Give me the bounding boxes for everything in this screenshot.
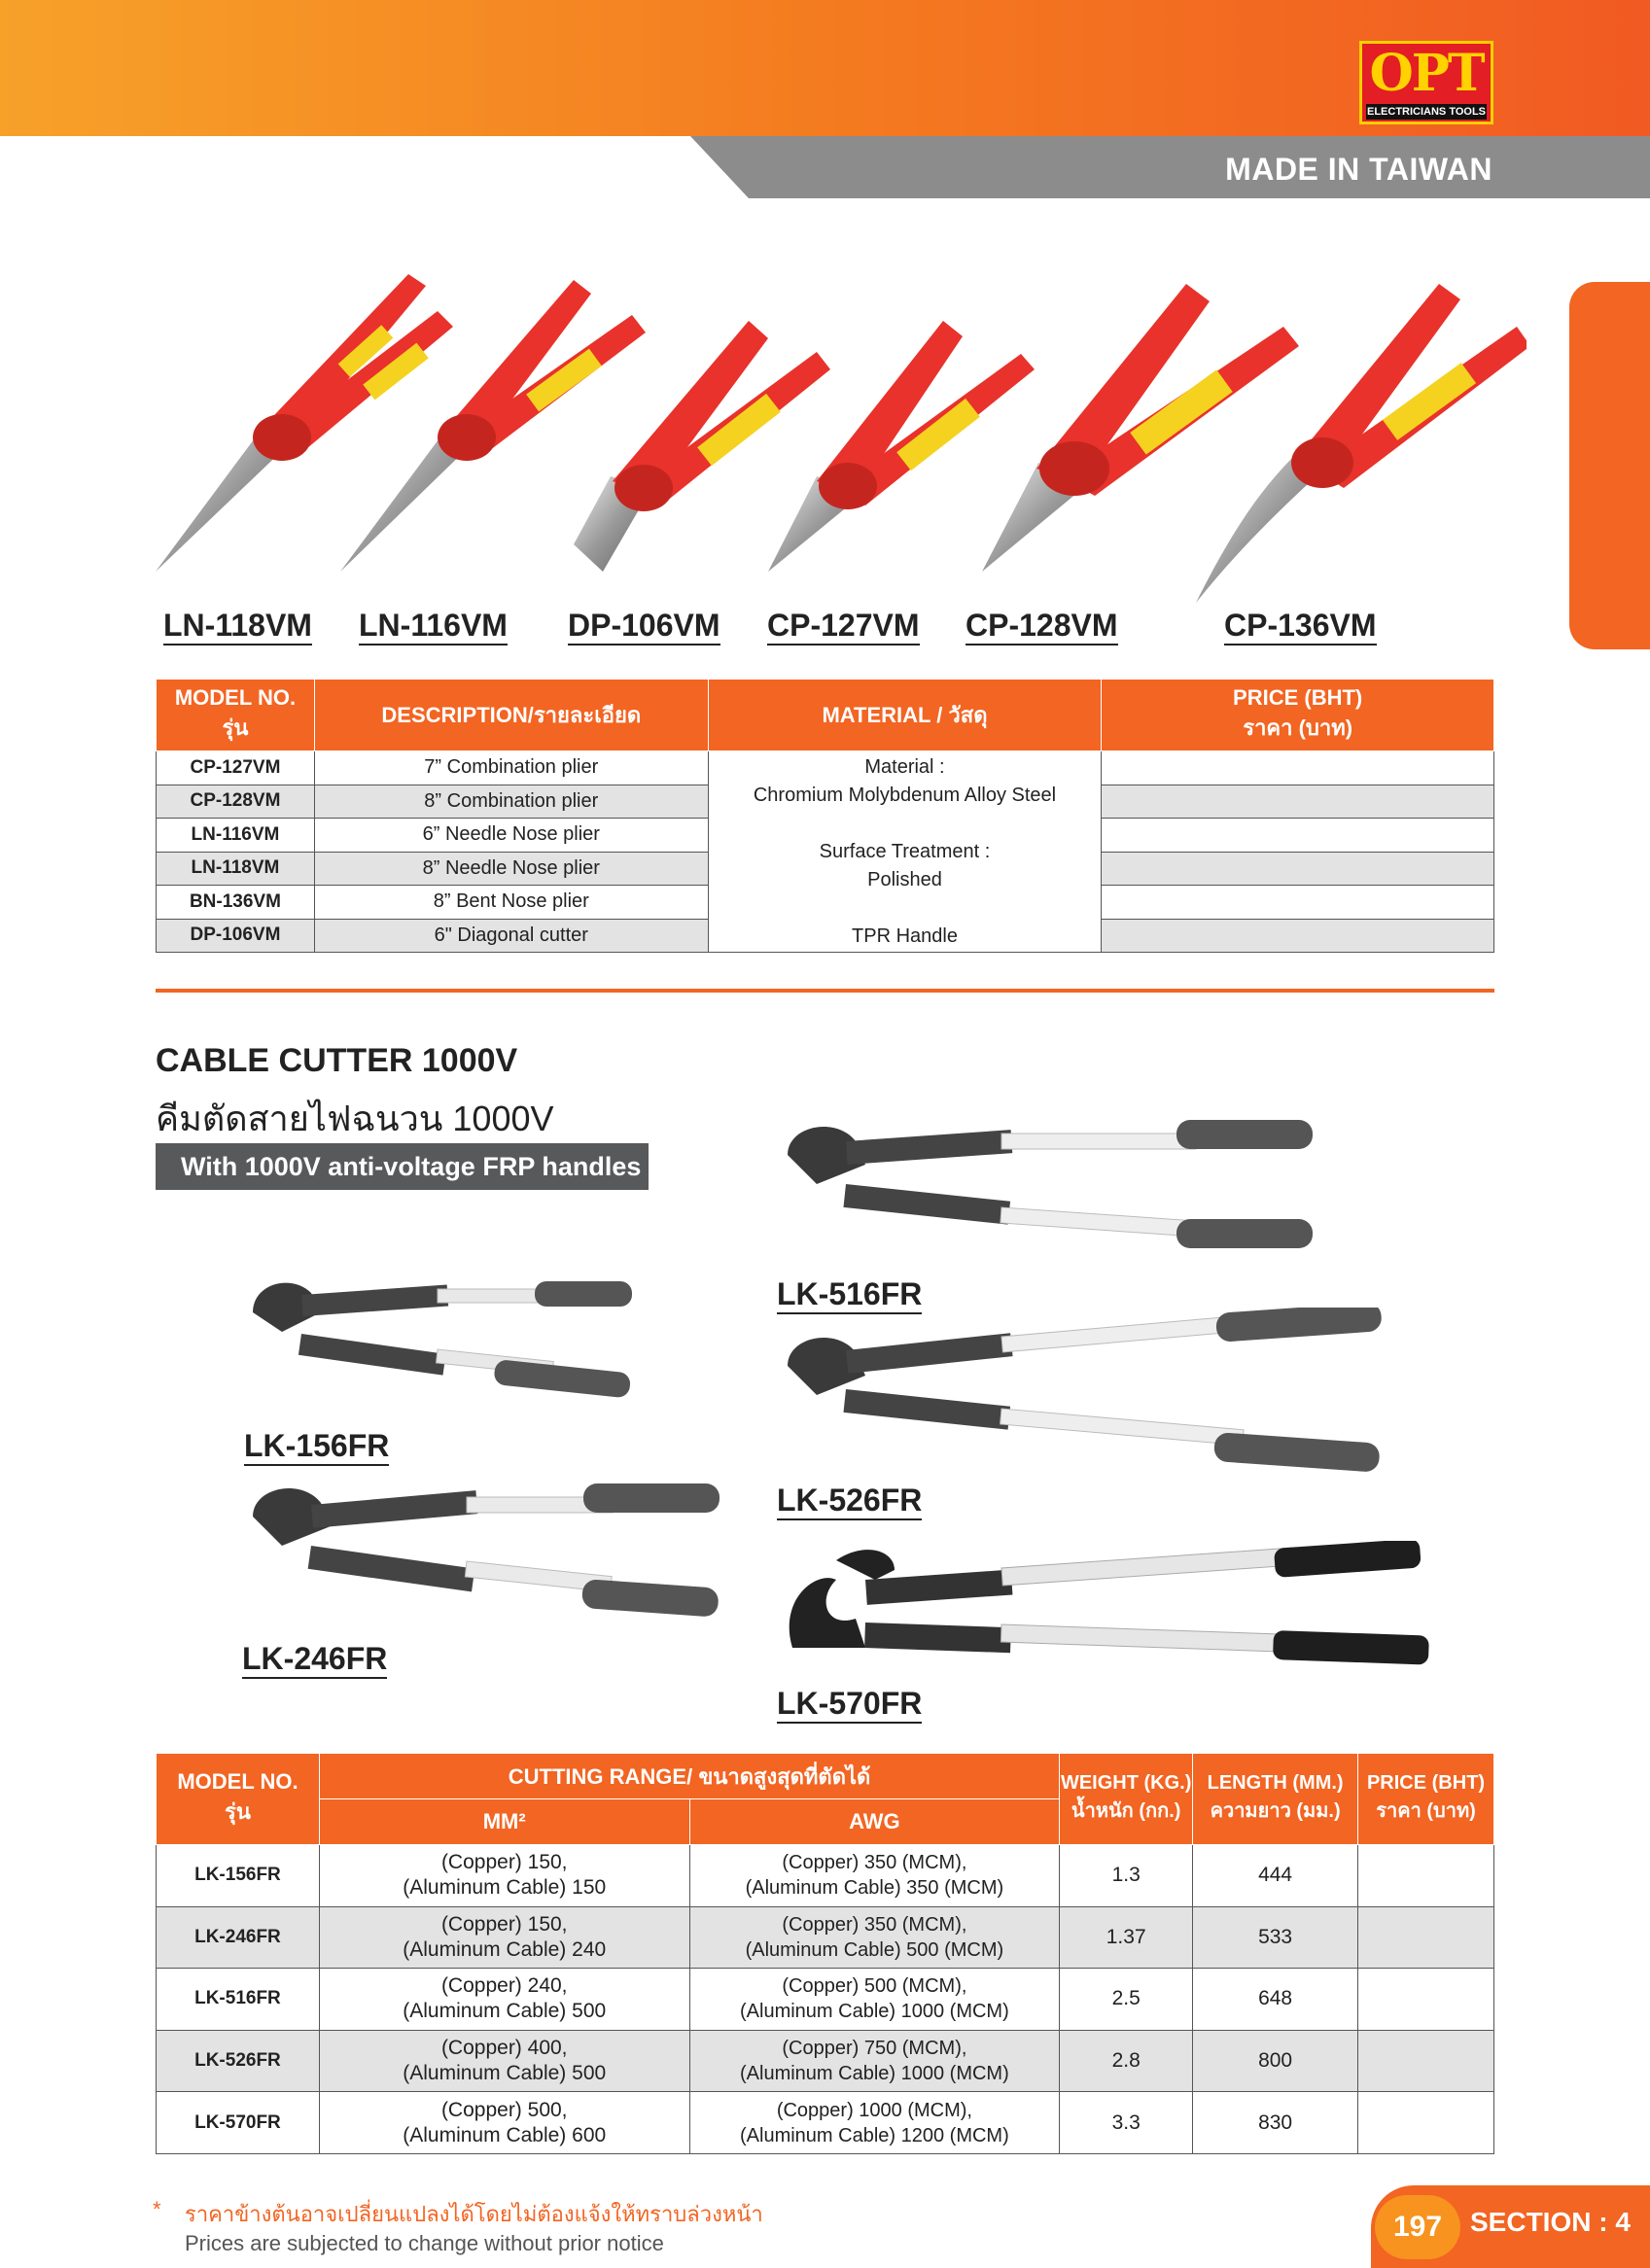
table-row bbox=[157, 751, 1494, 785]
pliers-illustration bbox=[146, 262, 1527, 612]
cutter-lk-516fr-image bbox=[778, 1116, 1322, 1272]
cell-mm2: (Copper) 150, (Aluminum Cable) 240 bbox=[319, 1906, 689, 1969]
cell-mm2: (Copper) 400, (Aluminum Cable) 500 bbox=[319, 2030, 689, 2092]
cell-material bbox=[708, 751, 1102, 953]
cutter-lk-156fr-image bbox=[243, 1274, 642, 1400]
cable-cutter-table bbox=[156, 1753, 1494, 2154]
header-model: MODEL NO. รุ่น bbox=[157, 1754, 320, 1845]
cell-price bbox=[1358, 2030, 1494, 2092]
material-line: Surface Treatment : bbox=[819, 840, 991, 862]
header-price: PRICE (BHT) ราคา (บาท) bbox=[1102, 680, 1494, 751]
table-row bbox=[157, 1969, 1494, 2031]
cell-awg: (Copper) 1000 (MCM), (Aluminum Cable) 1200 (MCM) bbox=[689, 2092, 1060, 2154]
cell-price bbox=[1358, 2092, 1494, 2154]
material-line: Chromium Molybdenum Alloy Steel bbox=[753, 784, 1057, 806]
cell-model: LK-516FR bbox=[157, 1969, 320, 2031]
note-english: Prices are subjected to change without prior notice bbox=[185, 2231, 664, 2255]
cell-weight: 1.3 bbox=[1060, 1845, 1193, 1907]
header-mm2: MM² bbox=[319, 1799, 689, 1845]
cutter-lk-526fr-image bbox=[778, 1308, 1400, 1483]
cell-description: 8” Needle Nose plier bbox=[314, 852, 708, 886]
cell-weight: 2.5 bbox=[1060, 1969, 1193, 2031]
plier-label-ln-116vm: LN-116VM bbox=[359, 607, 508, 646]
pliers-table-header bbox=[157, 680, 1494, 751]
section-title: CABLE CUTTER 1000V bbox=[156, 1042, 518, 1079]
cell-length: 800 bbox=[1193, 2030, 1358, 2092]
header-model: MODEL NO. รุ่น bbox=[157, 680, 315, 751]
cell-model: CP-127VM bbox=[157, 751, 315, 785]
plier-label-cp-127vm: CP-127VM bbox=[767, 607, 920, 646]
section-side-tab bbox=[1569, 282, 1650, 649]
cutter-label-lk-246fr: LK-246FR bbox=[242, 1640, 387, 1679]
cutter-lk-570fr-image bbox=[778, 1541, 1439, 1687]
plier-label-ln-118vm: LN-118VM bbox=[163, 607, 312, 646]
cell-weight: 3.3 bbox=[1060, 2092, 1193, 2154]
cell-price bbox=[1358, 1906, 1494, 1969]
header-weight: WEIGHT (KG.) น้ำหนัก (กก.) bbox=[1060, 1754, 1193, 1845]
cell-model: LK-246FR bbox=[157, 1906, 320, 1969]
cutter-label-lk-156fr: LK-156FR bbox=[244, 1427, 389, 1466]
header-description: DESCRIPTION/รายละเอียด bbox=[314, 680, 708, 751]
section-banner: With 1000V anti-voltage FRP handles bbox=[156, 1143, 649, 1190]
cell-description: 7” Combination plier bbox=[314, 751, 708, 785]
cutter-lk-246fr-image bbox=[243, 1478, 729, 1633]
cell-mm2: (Copper) 240, (Aluminum Cable) 500 bbox=[319, 1969, 689, 2031]
cell-price bbox=[1358, 1845, 1494, 1907]
plier-ln-118vm-image bbox=[156, 274, 453, 572]
section-label: SECTION : 4 bbox=[1470, 2207, 1631, 2237]
cell-awg: (Copper) 500 (MCM), (Aluminum Cable) 1000 (MCM) bbox=[689, 1969, 1060, 2031]
cell-length: 533 bbox=[1193, 1906, 1358, 1969]
cell-model: LK-570FR bbox=[157, 2092, 320, 2154]
cutter-label-lk-516fr: LK-516FR bbox=[777, 1275, 922, 1314]
cell-model: DP-106VM bbox=[157, 919, 315, 953]
material-line: Material : bbox=[864, 755, 945, 778]
page-number: 197 bbox=[1375, 2195, 1460, 2259]
cell-description: 8” Combination plier bbox=[314, 785, 708, 819]
table-row bbox=[157, 2092, 1494, 2154]
cell-awg: (Copper) 350 (MCM), (Aluminum Cable) 350 (MCM) bbox=[689, 1845, 1060, 1907]
cutter-label-lk-526fr: LK-526FR bbox=[777, 1482, 922, 1520]
table-row bbox=[157, 1906, 1494, 1969]
material-line: TPR Handle bbox=[852, 925, 958, 947]
note-thai: ราคาข้างต้นอาจเปลี่ยนแปลงได้โดยไม่ต้องแจ้งให้ทราบล่วงหน้า bbox=[185, 2202, 763, 2226]
cell-model: LN-118VM bbox=[157, 852, 315, 886]
cell-model: BN-136VM bbox=[157, 886, 315, 920]
cell-price bbox=[1102, 751, 1494, 785]
made-in-label: MADE IN TAIWAN bbox=[1225, 152, 1492, 187]
cutter-label-lk-570fr: LK-570FR bbox=[777, 1685, 922, 1724]
section-divider bbox=[156, 989, 1494, 993]
cable-table-header bbox=[157, 1754, 1494, 1799]
cell-description: 6" Diagonal cutter bbox=[314, 919, 708, 953]
cell-mm2: (Copper) 500, (Aluminum Cable) 600 bbox=[319, 2092, 689, 2154]
logo-mark: OPT bbox=[1369, 44, 1484, 103]
cell-price bbox=[1102, 919, 1494, 953]
cell-weight: 1.37 bbox=[1060, 1906, 1193, 1969]
table-row bbox=[157, 2030, 1494, 2092]
cell-price bbox=[1358, 1969, 1494, 2031]
cell-length: 830 bbox=[1193, 2092, 1358, 2154]
cell-awg: (Copper) 750 (MCM), (Aluminum Cable) 1000 (MCM) bbox=[689, 2030, 1060, 2092]
section-title-thai: คีมตัดสายไฟฉนวน 1000V bbox=[156, 1099, 554, 1138]
cell-price bbox=[1102, 819, 1494, 853]
material-line: Polished bbox=[867, 868, 942, 890]
cell-price bbox=[1102, 852, 1494, 886]
header-price: PRICE (BHT) ราคา (บาท) bbox=[1358, 1754, 1494, 1845]
header-cutting-range: CUTTING RANGE/ ขนาดสูงสุดที่ตัดได้ bbox=[319, 1754, 1059, 1799]
opt-logo bbox=[1359, 41, 1493, 124]
plier-label-dp-106vm: DP-106VM bbox=[568, 607, 720, 646]
cell-price bbox=[1102, 785, 1494, 819]
header-awg: AWG bbox=[689, 1799, 1060, 1845]
price-note bbox=[153, 2197, 763, 2256]
note-star: * bbox=[153, 2197, 161, 2221]
cell-model: CP-128VM bbox=[157, 785, 315, 819]
pliers-table bbox=[156, 679, 1494, 953]
cell-length: 648 bbox=[1193, 1969, 1358, 2031]
logo-subtitle: ELECTRICIANS TOOLS bbox=[1366, 106, 1487, 118]
cell-length: 444 bbox=[1193, 1845, 1358, 1907]
cell-weight: 2.8 bbox=[1060, 2030, 1193, 2092]
table-row bbox=[157, 1845, 1494, 1907]
cell-description: 8” Bent Nose plier bbox=[314, 886, 708, 920]
plier-cp-136vm-image bbox=[1196, 284, 1527, 603]
cell-description: 6” Needle Nose plier bbox=[314, 819, 708, 853]
cell-awg: (Copper) 350 (MCM), (Aluminum Cable) 500 (MCM) bbox=[689, 1906, 1060, 1969]
cell-price bbox=[1102, 886, 1494, 920]
cell-model: LK-526FR bbox=[157, 2030, 320, 2092]
header-length: LENGTH (MM.) ความยาว (มม.) bbox=[1193, 1754, 1358, 1845]
cell-model: LK-156FR bbox=[157, 1845, 320, 1907]
header-material: MATERIAL / วัสดุ bbox=[708, 680, 1102, 751]
cell-mm2: (Copper) 150, (Aluminum Cable) 150 bbox=[319, 1845, 689, 1907]
cell-model: LN-116VM bbox=[157, 819, 315, 853]
plier-label-cp-128vm: CP-128VM bbox=[965, 607, 1118, 646]
plier-label-cp-136vm: CP-136VM bbox=[1224, 607, 1377, 646]
